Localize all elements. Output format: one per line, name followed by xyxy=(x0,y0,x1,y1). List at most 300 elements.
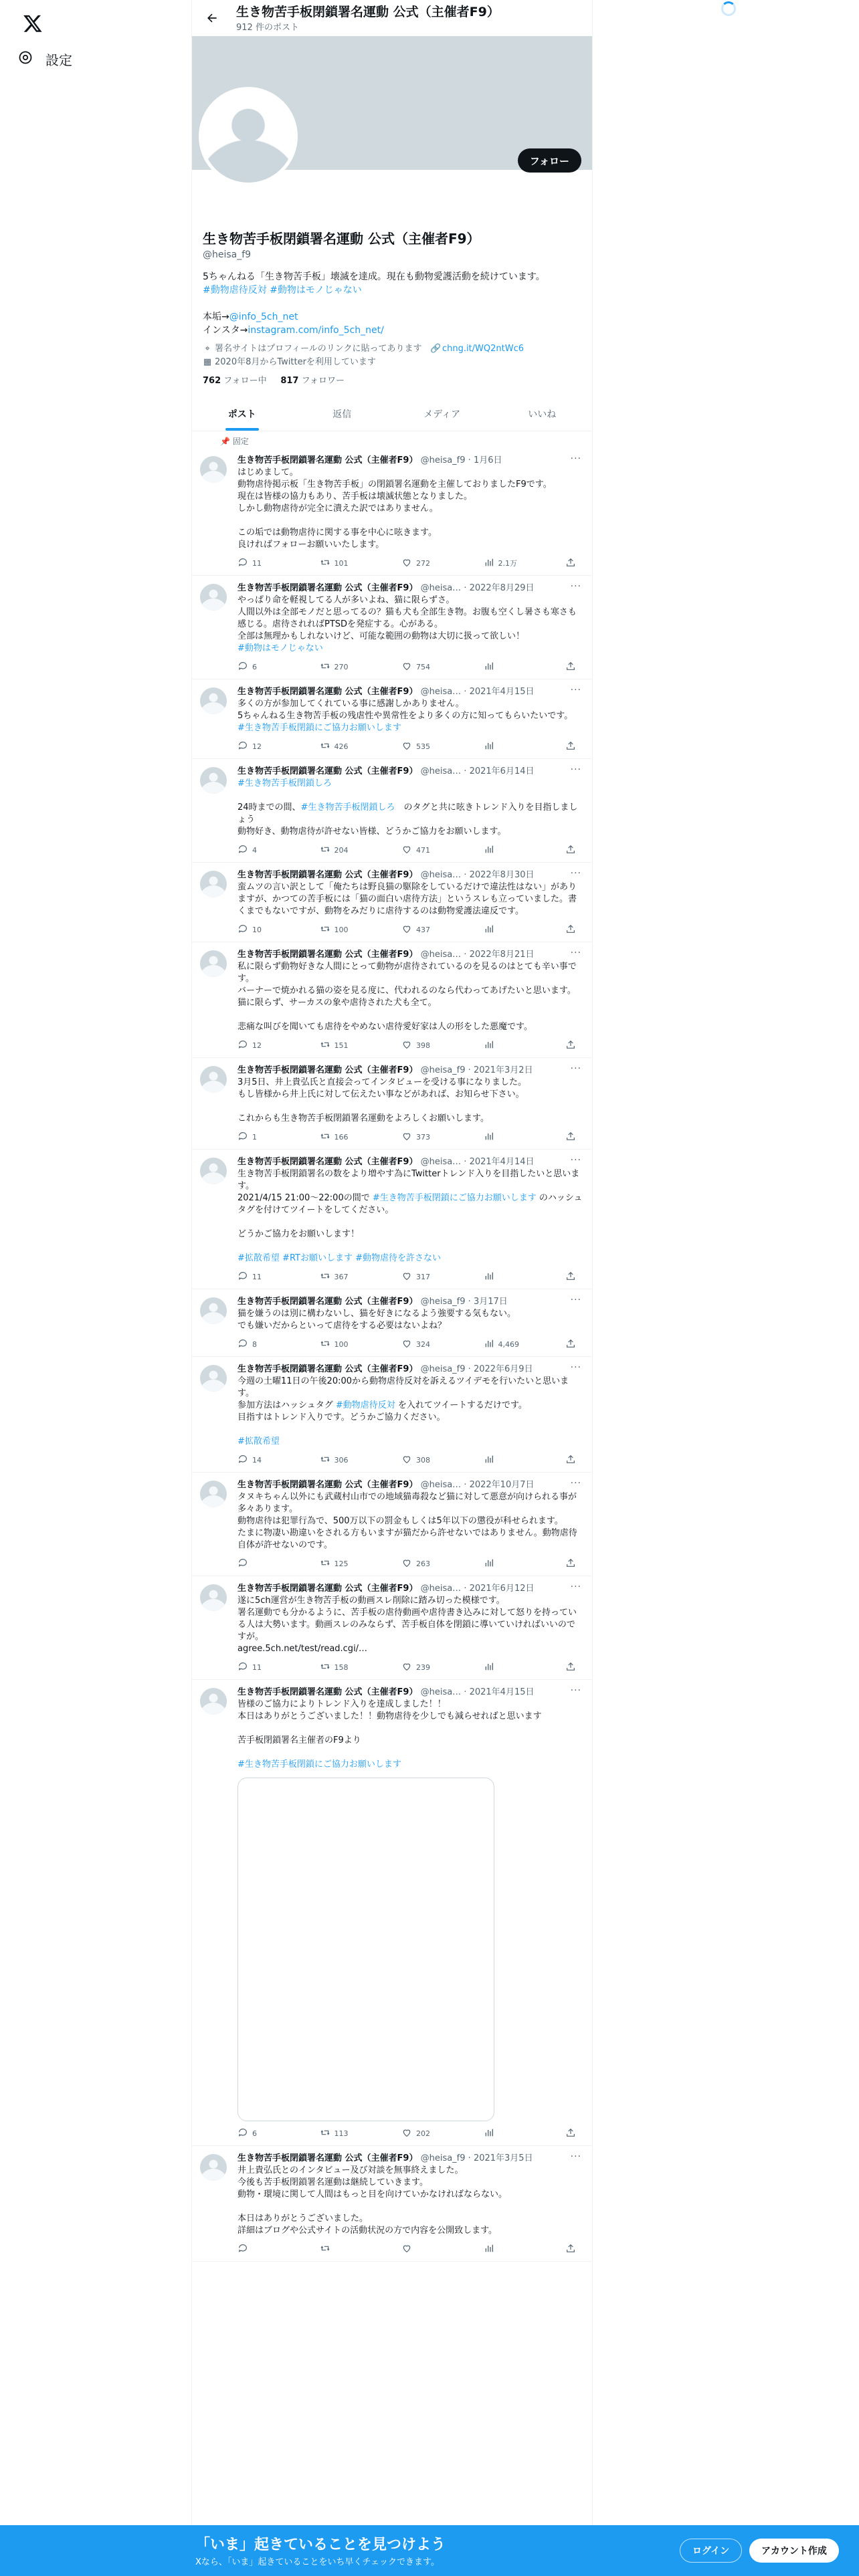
hashtag-link[interactable]: #生き物苦手板閉鎖にご協力お願いします xyxy=(372,1193,537,1203)
tweet-text: 多くの方が参加してくれている事に感謝しかありません。 5ちゃんねる生き物苦手板の残虐性や異常性をより多くの方に知ってもらいたいです。 #生き物苦手板閉鎖にご協力お願いします xyxy=(237,699,573,733)
tweet-header: 生き物苦手板閉鎖署名運動 公式（主催者F9） @heisa… · 2022年10月7日 xyxy=(237,1480,535,1490)
reply-icon xyxy=(237,1338,248,1351)
followers-link[interactable]: 817 フォロワー xyxy=(280,376,345,386)
tweet-media[interactable] xyxy=(237,1778,494,2121)
tweet[interactable] xyxy=(192,1576,592,1680)
like-button[interactable] xyxy=(401,2127,442,2140)
like-button[interactable] xyxy=(401,740,442,753)
tweet-author-name[interactable]: 生き物苦手板閉鎖署名運動 公式（主催者F9） xyxy=(237,2153,418,2163)
share-icon xyxy=(565,844,576,857)
reply-icon xyxy=(237,557,248,570)
retweet-button[interactable] xyxy=(320,1453,360,1467)
tweet-handle[interactable]: @heisa_f9 xyxy=(420,1065,466,1075)
nav-settings-link[interactable] xyxy=(17,45,72,72)
tweet-avatar[interactable] xyxy=(200,1481,227,1507)
tweet-author-name[interactable]: 生き物苦手板閉鎖署名運動 公式（主催者F9） xyxy=(237,1297,418,1307)
like-button[interactable] xyxy=(401,1660,442,1674)
reply-icon xyxy=(237,1131,248,1144)
tweet-header: 生き物苦手板閉鎖署名運動 公式（主催者F9） @heisa_f9 · 2021年3月5日 xyxy=(237,2153,533,2163)
like-count: 373 xyxy=(416,1132,430,1142)
like-count: 535 xyxy=(416,742,430,751)
more-options-icon[interactable]: ··· xyxy=(570,1362,581,1373)
views-count: 4,469 xyxy=(498,1339,519,1349)
tweet-header: 生き物苦手板閉鎖署名運動 公式（主催者F9） @heisa… · 2021年6月12日 xyxy=(237,1584,535,1594)
header-profile-name: 生き物苦手板閉鎖署名運動 公式（主催者F9） xyxy=(236,4,500,19)
tweet[interactable] xyxy=(192,1680,592,2146)
reply-count: 11 xyxy=(252,1662,262,1672)
views-button[interactable] xyxy=(484,740,524,753)
share-button[interactable] xyxy=(565,1130,576,1144)
views-button[interactable] xyxy=(484,1039,524,1052)
hashtag-link[interactable]: #動物虐待反対 xyxy=(335,1400,395,1410)
retweet-button[interactable] xyxy=(320,843,360,857)
views-button[interactable] xyxy=(484,923,524,936)
tweet-text: #生き物苦手板閉鎖しろ 24時までの間、#生き物苦手板閉鎖しろ のタグと共に呟きトレンド入りを目指しましょう 動物好き、動物虐待が許せない皆様、どうかご協力をお願いします。 xyxy=(237,778,578,837)
tweet-handle[interactable]: @heisa_f9 xyxy=(420,2153,466,2163)
hashtag-link[interactable]: #動物はモノじゃない xyxy=(237,643,323,653)
profile-joined: 2020年8月からTwitterを利用しています xyxy=(215,357,376,367)
tweet-handle[interactable]: @heisa… xyxy=(420,1687,462,1697)
tweet[interactable] xyxy=(192,863,592,942)
more-options-icon[interactable]: ··· xyxy=(570,2151,581,2162)
share-icon xyxy=(565,2127,576,2140)
share-icon xyxy=(565,1338,576,1351)
follow-button[interactable]: フォロー xyxy=(518,148,581,173)
views-icon xyxy=(484,1271,494,1283)
more-options-icon[interactable]: ··· xyxy=(570,764,581,775)
views-icon xyxy=(484,1661,494,1674)
hashtag-link[interactable]: #拡散希望 xyxy=(237,1436,280,1446)
views-count: 2.1万 xyxy=(498,559,517,568)
reply-button[interactable] xyxy=(237,660,278,673)
tweet[interactable] xyxy=(192,679,592,759)
views-button[interactable] xyxy=(484,843,524,857)
like-button[interactable] xyxy=(401,2242,442,2256)
reply-count: 1 xyxy=(252,1132,257,1142)
tweet-handle[interactable]: @heisa_f9 xyxy=(420,1364,466,1374)
reply-button[interactable] xyxy=(237,1039,278,1052)
bio-insta-link[interactable]: instagram.com/info_5ch_net/ xyxy=(248,325,384,336)
tweet-header: 生き物苦手板閉鎖署名運動 公式（主催者F9） @heisa_f9 · 1月6日 xyxy=(237,455,502,465)
views-button[interactable] xyxy=(484,2127,524,2140)
share-icon xyxy=(565,1558,576,1570)
retweet-count: 426 xyxy=(334,742,349,751)
back-arrow-icon[interactable] xyxy=(200,6,224,30)
reply-count: 11 xyxy=(252,1272,262,1281)
retweet-button[interactable] xyxy=(320,1557,360,1570)
tweet-date[interactable]: 2022年6月9日 xyxy=(473,1364,533,1374)
retweet-icon xyxy=(320,1454,330,1467)
share-button[interactable] xyxy=(565,1270,576,1283)
retweet-icon xyxy=(320,1131,330,1144)
tweet-author-name[interactable]: 生き物苦手板閉鎖署名運動 公式（主催者F9） xyxy=(237,1480,418,1490)
views-icon xyxy=(484,1039,494,1052)
more-options-icon[interactable]: ··· xyxy=(570,1582,581,1592)
reply-icon xyxy=(237,2127,248,2140)
share-button[interactable] xyxy=(565,843,576,857)
views-icon xyxy=(484,1558,494,1570)
tweet-avatar[interactable] xyxy=(200,456,227,483)
tweet-author-name[interactable]: 生き物苦手板閉鎖署名運動 公式（主催者F9） xyxy=(237,1687,418,1697)
retweet-button[interactable] xyxy=(320,660,360,673)
profile-avatar[interactable] xyxy=(199,87,298,186)
tab-posts[interactable]: ポスト xyxy=(192,397,292,431)
tweet-author-name[interactable]: 生き物苦手板閉鎖署名運動 公式（主催者F9） xyxy=(237,950,418,960)
tweet-text: 3月5日、井上貴弘氏と直接会ってインタビューを受ける事になりました。 もし皆様から井上氏に対して伝えたい事などがあれば、お知らせ下さい。 これからも生き物苦手板閉鎖署名運動をよろしくお願いします。 xyxy=(237,1077,527,1123)
profile-bio xyxy=(203,270,581,337)
hashtag-link[interactable]: #生き物苦手板閉鎖にご協力お願いします xyxy=(237,723,401,733)
retweet-button[interactable] xyxy=(320,1337,360,1351)
share-icon xyxy=(565,1039,576,1052)
location-icon: ⌖ xyxy=(205,344,210,354)
views-button[interactable] xyxy=(484,556,524,570)
tweet-avatar[interactable] xyxy=(200,1365,227,1392)
retweet-count: 204 xyxy=(334,845,349,855)
more-options-icon[interactable]: ··· xyxy=(570,453,581,464)
retweet-count: 113 xyxy=(334,2129,349,2138)
reply-count: 6 xyxy=(252,2129,257,2138)
more-options-icon[interactable]: ··· xyxy=(570,868,581,879)
tweet-handle[interactable]: @heisa… xyxy=(420,687,462,697)
tweet-header: 生き物苦手板閉鎖署名運動 公式（主催者F9） @heisa… · 2022年8月30日 xyxy=(237,870,535,880)
pin-icon: 📌 xyxy=(220,437,230,446)
more-options-icon[interactable]: ··· xyxy=(570,1155,581,1166)
tweet-handle[interactable]: @heisa… xyxy=(420,1584,462,1594)
views-button[interactable] xyxy=(484,1660,524,1674)
views-button[interactable] xyxy=(484,2242,524,2256)
tweet-author-name[interactable]: 生き物苦手板閉鎖署名運動 公式（主催者F9） xyxy=(237,766,418,776)
tweet-handle[interactable]: @heisa… xyxy=(420,1480,462,1490)
heart-icon xyxy=(401,557,412,570)
views-button[interactable] xyxy=(484,1557,524,1570)
tweet-date[interactable]: 2022年8月21日 xyxy=(469,950,535,960)
tweet-actions xyxy=(237,1337,583,1351)
retweet-count: 100 xyxy=(334,1339,349,1349)
tweet-actions xyxy=(237,1557,583,1570)
reply-button[interactable] xyxy=(237,1130,278,1144)
tab-replies[interactable]: 返信 xyxy=(332,409,352,420)
login-button[interactable]: ログイン xyxy=(680,2539,742,2563)
tweet-header: 生き物苦手板閉鎖署名運動 公式（主催者F9） @heisa… · 2021年6月14日 xyxy=(237,766,535,776)
tweet-actions xyxy=(237,1039,583,1052)
tweet-author-name[interactable]: 生き物苦手板閉鎖署名運動 公式（主催者F9） xyxy=(237,1065,418,1075)
hashtag-link[interactable]: #動物虐待を許さない xyxy=(355,1253,442,1263)
tweet[interactable] xyxy=(192,759,592,863)
left-navigation xyxy=(0,0,191,2576)
share-button[interactable] xyxy=(565,923,576,936)
tweet-handle[interactable]: @heisa… xyxy=(420,766,462,776)
more-options-icon[interactable]: ··· xyxy=(570,685,581,695)
reply-icon xyxy=(237,661,248,673)
tweet[interactable] xyxy=(192,2146,592,2262)
tweet-avatar[interactable] xyxy=(200,584,227,611)
tweet-avatar[interactable] xyxy=(200,1688,227,1715)
tweet-author-name[interactable]: 生き物苦手板閉鎖署名運動 公式（主催者F9） xyxy=(237,455,418,465)
reply-button[interactable] xyxy=(237,843,278,857)
tweet-actions xyxy=(237,740,583,753)
tweet[interactable] xyxy=(192,1150,592,1289)
retweet-icon xyxy=(320,2127,330,2140)
tweet-avatar[interactable] xyxy=(200,1584,227,1611)
heart-icon xyxy=(401,1558,412,1570)
heart-icon xyxy=(401,1338,412,1351)
hashtag-link[interactable]: #生き物苦手板閉鎖しろ xyxy=(300,802,395,813)
tweet-text: 生き物苦手板閉鎖署名の数をより増やす為にTwitterトレンド入りを目指したいと思います。 2021/4/15 21:00〜22:00の間で #生き物苦手板閉鎖にご協力お願いします のハッシュタグを付けてツイートをしてください。 どうかご協力をお願いします！ #拡散希望 #RTお願いします #動物虐待を許さない xyxy=(237,1169,583,1263)
like-count: 317 xyxy=(416,1272,430,1281)
reply-button[interactable] xyxy=(237,2242,278,2256)
retweet-count: 166 xyxy=(334,1132,349,1142)
retweet-button[interactable] xyxy=(320,2127,360,2140)
tweet-author-name[interactable]: 生き物苦手板閉鎖署名運動 公式（主催者F9） xyxy=(237,1584,418,1594)
tweet-header: 生き物苦手板閉鎖署名運動 公式（主催者F9） @heisa… · 2022年8月21日 xyxy=(237,950,535,960)
tweet-handle[interactable]: @heisa_f9 xyxy=(420,455,466,465)
nav-settings-label: 設定 xyxy=(45,51,72,68)
tweet-handle[interactable]: @heisa… xyxy=(420,1157,462,1167)
share-icon xyxy=(565,924,576,936)
tweet-date[interactable]: 2021年3月5日 xyxy=(473,2153,533,2163)
login-prompt-title: 「いま」起きていることを見つけよう xyxy=(195,2537,446,2553)
share-button[interactable] xyxy=(565,2242,576,2256)
views-icon xyxy=(484,661,494,673)
tweet-date[interactable]: 2021年6月14日 xyxy=(469,766,535,776)
retweet-button[interactable] xyxy=(320,1270,360,1283)
heart-icon xyxy=(401,661,412,673)
tweet-date[interactable]: 2022年8月29日 xyxy=(469,583,535,593)
calendar-icon: ▦ xyxy=(203,357,212,367)
retweet-button[interactable] xyxy=(320,1130,360,1144)
login-prompt-bar xyxy=(0,2525,859,2576)
like-count: 272 xyxy=(416,558,430,568)
retweet-icon xyxy=(320,844,330,857)
tweet-author-name[interactable]: 生き物苦手板閉鎖署名運動 公式（主催者F9） xyxy=(237,687,418,697)
retweet-count: 125 xyxy=(334,1559,349,1568)
tweet-date[interactable]: 2021年4月15日 xyxy=(469,1687,535,1697)
hashtag-link[interactable]: #RTお願いします xyxy=(282,1253,353,1263)
reply-button[interactable] xyxy=(237,1557,278,1570)
tweet-author-name[interactable]: 生き物苦手板閉鎖署名運動 公式（主催者F9） xyxy=(237,870,418,880)
tweet-header: 生き物苦手板閉鎖署名運動 公式（主催者F9） @heisa_f9 · 2021年3月2日 xyxy=(237,1065,533,1075)
like-button[interactable] xyxy=(401,556,442,570)
like-button[interactable] xyxy=(401,1557,442,1570)
pinned-indicator: 📌 固定 xyxy=(220,437,249,446)
retweet-button[interactable] xyxy=(320,923,360,936)
views-icon xyxy=(484,1338,494,1351)
like-count: 398 xyxy=(416,1041,430,1050)
tweet-handle[interactable]: @heisa… xyxy=(420,870,462,880)
tweet-actions xyxy=(237,660,583,673)
retweet-button[interactable] xyxy=(320,1039,360,1052)
share-button[interactable] xyxy=(565,660,576,673)
heart-icon xyxy=(401,1271,412,1283)
tweet[interactable] xyxy=(192,1289,592,1357)
tweet-header: 生き物苦手板閉鎖署名運動 公式（主催者F9） @heisa_f9 · 2022年6月9日 xyxy=(237,1364,533,1374)
tweet-header: 生き物苦手板閉鎖署名運動 公式（主催者F9） @heisa… · 2021年4月15日 xyxy=(237,687,535,697)
views-icon xyxy=(484,844,494,857)
retweet-icon xyxy=(320,740,330,753)
tweet-author-name[interactable]: 生き物苦手板閉鎖署名運動 公式（主催者F9） xyxy=(237,583,418,593)
like-button[interactable] xyxy=(401,1337,442,1351)
like-button[interactable] xyxy=(401,843,442,857)
retweet-icon xyxy=(320,661,330,673)
tweet[interactable] xyxy=(192,1473,592,1576)
profile-location: 署名サイトはプロフィールのリンクに貼ってあります xyxy=(215,344,422,354)
profile-website-link[interactable]: chng.it/WQ2ntWc6 xyxy=(442,344,524,354)
like-button[interactable] xyxy=(401,923,442,936)
tweet-avatar[interactable] xyxy=(200,2154,227,2181)
share-icon xyxy=(565,1454,576,1467)
tweet[interactable] xyxy=(192,942,592,1058)
like-button[interactable] xyxy=(401,1453,442,1467)
more-options-icon[interactable]: ··· xyxy=(570,1063,581,1074)
tweet[interactable] xyxy=(192,448,592,576)
tweet-date[interactable]: 2021年6月12日 xyxy=(469,1584,535,1594)
tweet-actions xyxy=(237,1130,583,1144)
retweet-icon xyxy=(320,2243,330,2256)
more-options-icon[interactable]: ··· xyxy=(570,1685,581,1696)
tweet-date[interactable]: 3月17日 xyxy=(473,1297,508,1307)
more-options-icon[interactable]: ··· xyxy=(570,1295,581,1305)
share-button[interactable] xyxy=(565,1453,576,1467)
views-icon xyxy=(484,1454,494,1467)
tweet-handle[interactable]: @heisa… xyxy=(420,583,462,593)
login-prompt-subtitle: Xなら、「いま」起きていることをいち早くチェックできます。 xyxy=(195,2557,440,2567)
hashtag-link[interactable]: #拡散希望 xyxy=(237,1253,280,1263)
reply-icon xyxy=(237,1661,248,1674)
reply-button[interactable] xyxy=(237,2127,278,2140)
tweet-header: 生き物苦手板閉鎖署名運動 公式（主催者F9） @heisa… · 2021年4月15日 xyxy=(237,1687,535,1697)
retweet-icon xyxy=(320,1039,330,1052)
profile-handle: @heisa_f9 xyxy=(203,249,252,260)
like-button[interactable] xyxy=(401,1130,442,1144)
x-logo-icon[interactable] xyxy=(17,8,48,39)
profile-header-bar xyxy=(192,0,592,36)
tweet-header: 生き物苦手板閉鎖署名運動 公式（主催者F9） @heisa_f9 · 3月17日 xyxy=(237,1297,508,1307)
heart-icon xyxy=(401,1661,412,1674)
share-button[interactable] xyxy=(565,1337,576,1351)
heart-icon xyxy=(401,844,412,857)
hashtag-link[interactable]: #生き物苦手板閉鎖しろ xyxy=(237,778,332,788)
like-count: 324 xyxy=(416,1339,430,1349)
tweet-text: 井上貴弘氏とのインタビュー及び対談を無事終えました。 今後も苦手板閉鎖署名運動は継続していきます。 動物・環境に関して人間はもっと目を向けていかなければならない。 本日はありがとうございました。 詳細はブログや公式サイトの活動状況の方で内容を公開致します。 xyxy=(237,2165,508,2236)
tweet[interactable] xyxy=(192,1058,592,1150)
retweet-count: 306 xyxy=(334,1455,349,1465)
views-button[interactable] xyxy=(484,1130,524,1144)
reply-button[interactable] xyxy=(237,923,278,936)
views-button[interactable] xyxy=(484,660,524,673)
share-icon xyxy=(565,661,576,673)
tweet-handle[interactable]: @heisa_f9 xyxy=(420,1297,466,1307)
more-options-icon[interactable]: ··· xyxy=(570,581,581,592)
reply-button[interactable] xyxy=(237,740,278,753)
profile-tabs xyxy=(192,397,592,431)
follow-counts xyxy=(203,373,581,386)
views-button[interactable] xyxy=(484,1337,524,1351)
tweet-avatar[interactable] xyxy=(200,950,227,977)
share-button[interactable] xyxy=(565,1660,576,1674)
following-link[interactable]: 762 フォロー中 xyxy=(203,376,267,386)
reply-button[interactable] xyxy=(237,1453,278,1467)
tweet-date[interactable]: 2022年8月30日 xyxy=(469,870,535,880)
share-button[interactable] xyxy=(565,2127,576,2140)
bio-honcho-link[interactable]: @info_5ch_net xyxy=(229,312,298,322)
tweet-avatar[interactable] xyxy=(200,1158,227,1184)
retweet-button[interactable] xyxy=(320,556,360,570)
tab-likes[interactable]: いいね xyxy=(528,409,557,420)
tweet-actions xyxy=(237,1453,583,1467)
like-count: 239 xyxy=(416,1662,430,1672)
reply-button[interactable] xyxy=(237,1337,278,1351)
tweet-actions xyxy=(237,2242,583,2256)
retweet-button[interactable] xyxy=(320,2242,360,2256)
reply-button[interactable] xyxy=(237,556,278,570)
link-icon: 🔗 xyxy=(430,344,442,354)
retweet-count: 151 xyxy=(334,1041,349,1050)
tweet-text: はじめまして。 動物虐待掲示板「生き物苦手板」の閉鎖署名運動を主催しておりましたF9です。 現在は皆様の協力もあり、苦手板は壊滅状態となりました。 しかし動物虐待が完全に潰えた訳ではありません。 この垢では動物虐待に関する事を中心に呟きます。 良ければフォローお願いいたします。 xyxy=(237,467,552,550)
tweet-handle[interactable]: @heisa… xyxy=(420,950,462,960)
tweet-avatar[interactable] xyxy=(200,871,227,897)
tweet-date[interactable]: 2021年4月14日 xyxy=(469,1157,535,1167)
views-button[interactable] xyxy=(484,1453,524,1467)
tab-media[interactable]: メディア xyxy=(423,409,461,420)
tweet-date[interactable]: 2022年10月7日 xyxy=(469,1480,535,1490)
reply-button[interactable] xyxy=(237,1270,278,1283)
heart-icon xyxy=(401,1039,412,1052)
tweet-text: 猫を嫌うのは別に構わないし、猫を好きになるよう強要する気もない。 でも嫌いだからといって虐待をする必要はないよね？ xyxy=(237,1309,516,1331)
retweet-button[interactable] xyxy=(320,740,360,753)
views-icon xyxy=(484,740,494,753)
reply-count: 4 xyxy=(252,845,257,855)
tweet-avatar[interactable] xyxy=(200,1297,227,1324)
tweet-date[interactable]: 1月6日 xyxy=(473,455,502,465)
more-options-icon[interactable]: ··· xyxy=(570,948,581,958)
like-button[interactable] xyxy=(401,1270,442,1283)
reply-icon xyxy=(237,2243,248,2256)
tweet-avatar[interactable] xyxy=(200,767,227,794)
share-button[interactable] xyxy=(565,556,576,570)
tweet-author-name[interactable]: 生き物苦手板閉鎖署名運動 公式（主催者F9） xyxy=(237,1157,418,1167)
tweet-date[interactable]: 2021年4月15日 xyxy=(469,687,535,697)
tweet[interactable] xyxy=(192,1357,592,1473)
tweet-author-name[interactable]: 生き物苦手板閉鎖署名運動 公式（主催者F9） xyxy=(237,1364,418,1374)
timeline xyxy=(192,448,592,2262)
tweet-avatar[interactable] xyxy=(200,687,227,714)
profile-meta xyxy=(203,342,581,369)
signup-button[interactable]: アカウント作成 xyxy=(749,2539,839,2563)
share-button[interactable] xyxy=(565,740,576,753)
views-button[interactable] xyxy=(484,1270,524,1283)
like-count: 754 xyxy=(416,662,430,671)
profile-section xyxy=(192,154,592,386)
reply-count: 8 xyxy=(252,1339,257,1349)
retweet-button[interactable] xyxy=(320,1660,360,1674)
tweet-text: 今週の土曜11日の午後20:00から動物虐待反対を訴えるツイデモを行いたいと思います。 参加方法はハッシュタグ #動物虐待反対 を入れてツイートするだけです。 目指すはトレンド入りです。どうかご協力ください。 #拡散希望 xyxy=(237,1376,569,1446)
bio-hashtags-link[interactable]: #動物虐待反対 #動物はモノじゃない xyxy=(203,285,362,296)
tweet[interactable] xyxy=(192,576,592,679)
share-button[interactable] xyxy=(565,1039,576,1052)
tweet-actions xyxy=(237,2127,583,2140)
tweet-header: 生き物苦手板閉鎖署名運動 公式（主催者F9） @heisa… · 2022年8月29日 xyxy=(237,583,535,593)
like-button[interactable] xyxy=(401,660,442,673)
like-button[interactable] xyxy=(401,1039,442,1052)
more-options-icon[interactable]: ··· xyxy=(570,1478,581,1489)
hashtag-link[interactable]: #生き物苦手板閉鎖にご協力お願いします xyxy=(237,1759,401,1769)
tweet-date[interactable]: 2021年3月2日 xyxy=(473,1065,533,1075)
profile-name: 生き物苦手板閉鎖署名運動 公式（主催者F9） xyxy=(203,231,480,247)
share-button[interactable] xyxy=(565,1557,576,1570)
tweet-avatar[interactable] xyxy=(200,1066,227,1093)
tweet-header: 生き物苦手板閉鎖署名運動 公式（主催者F9） @heisa… · 2021年4月14日 xyxy=(237,1157,535,1167)
reply-button[interactable] xyxy=(237,1660,278,1674)
